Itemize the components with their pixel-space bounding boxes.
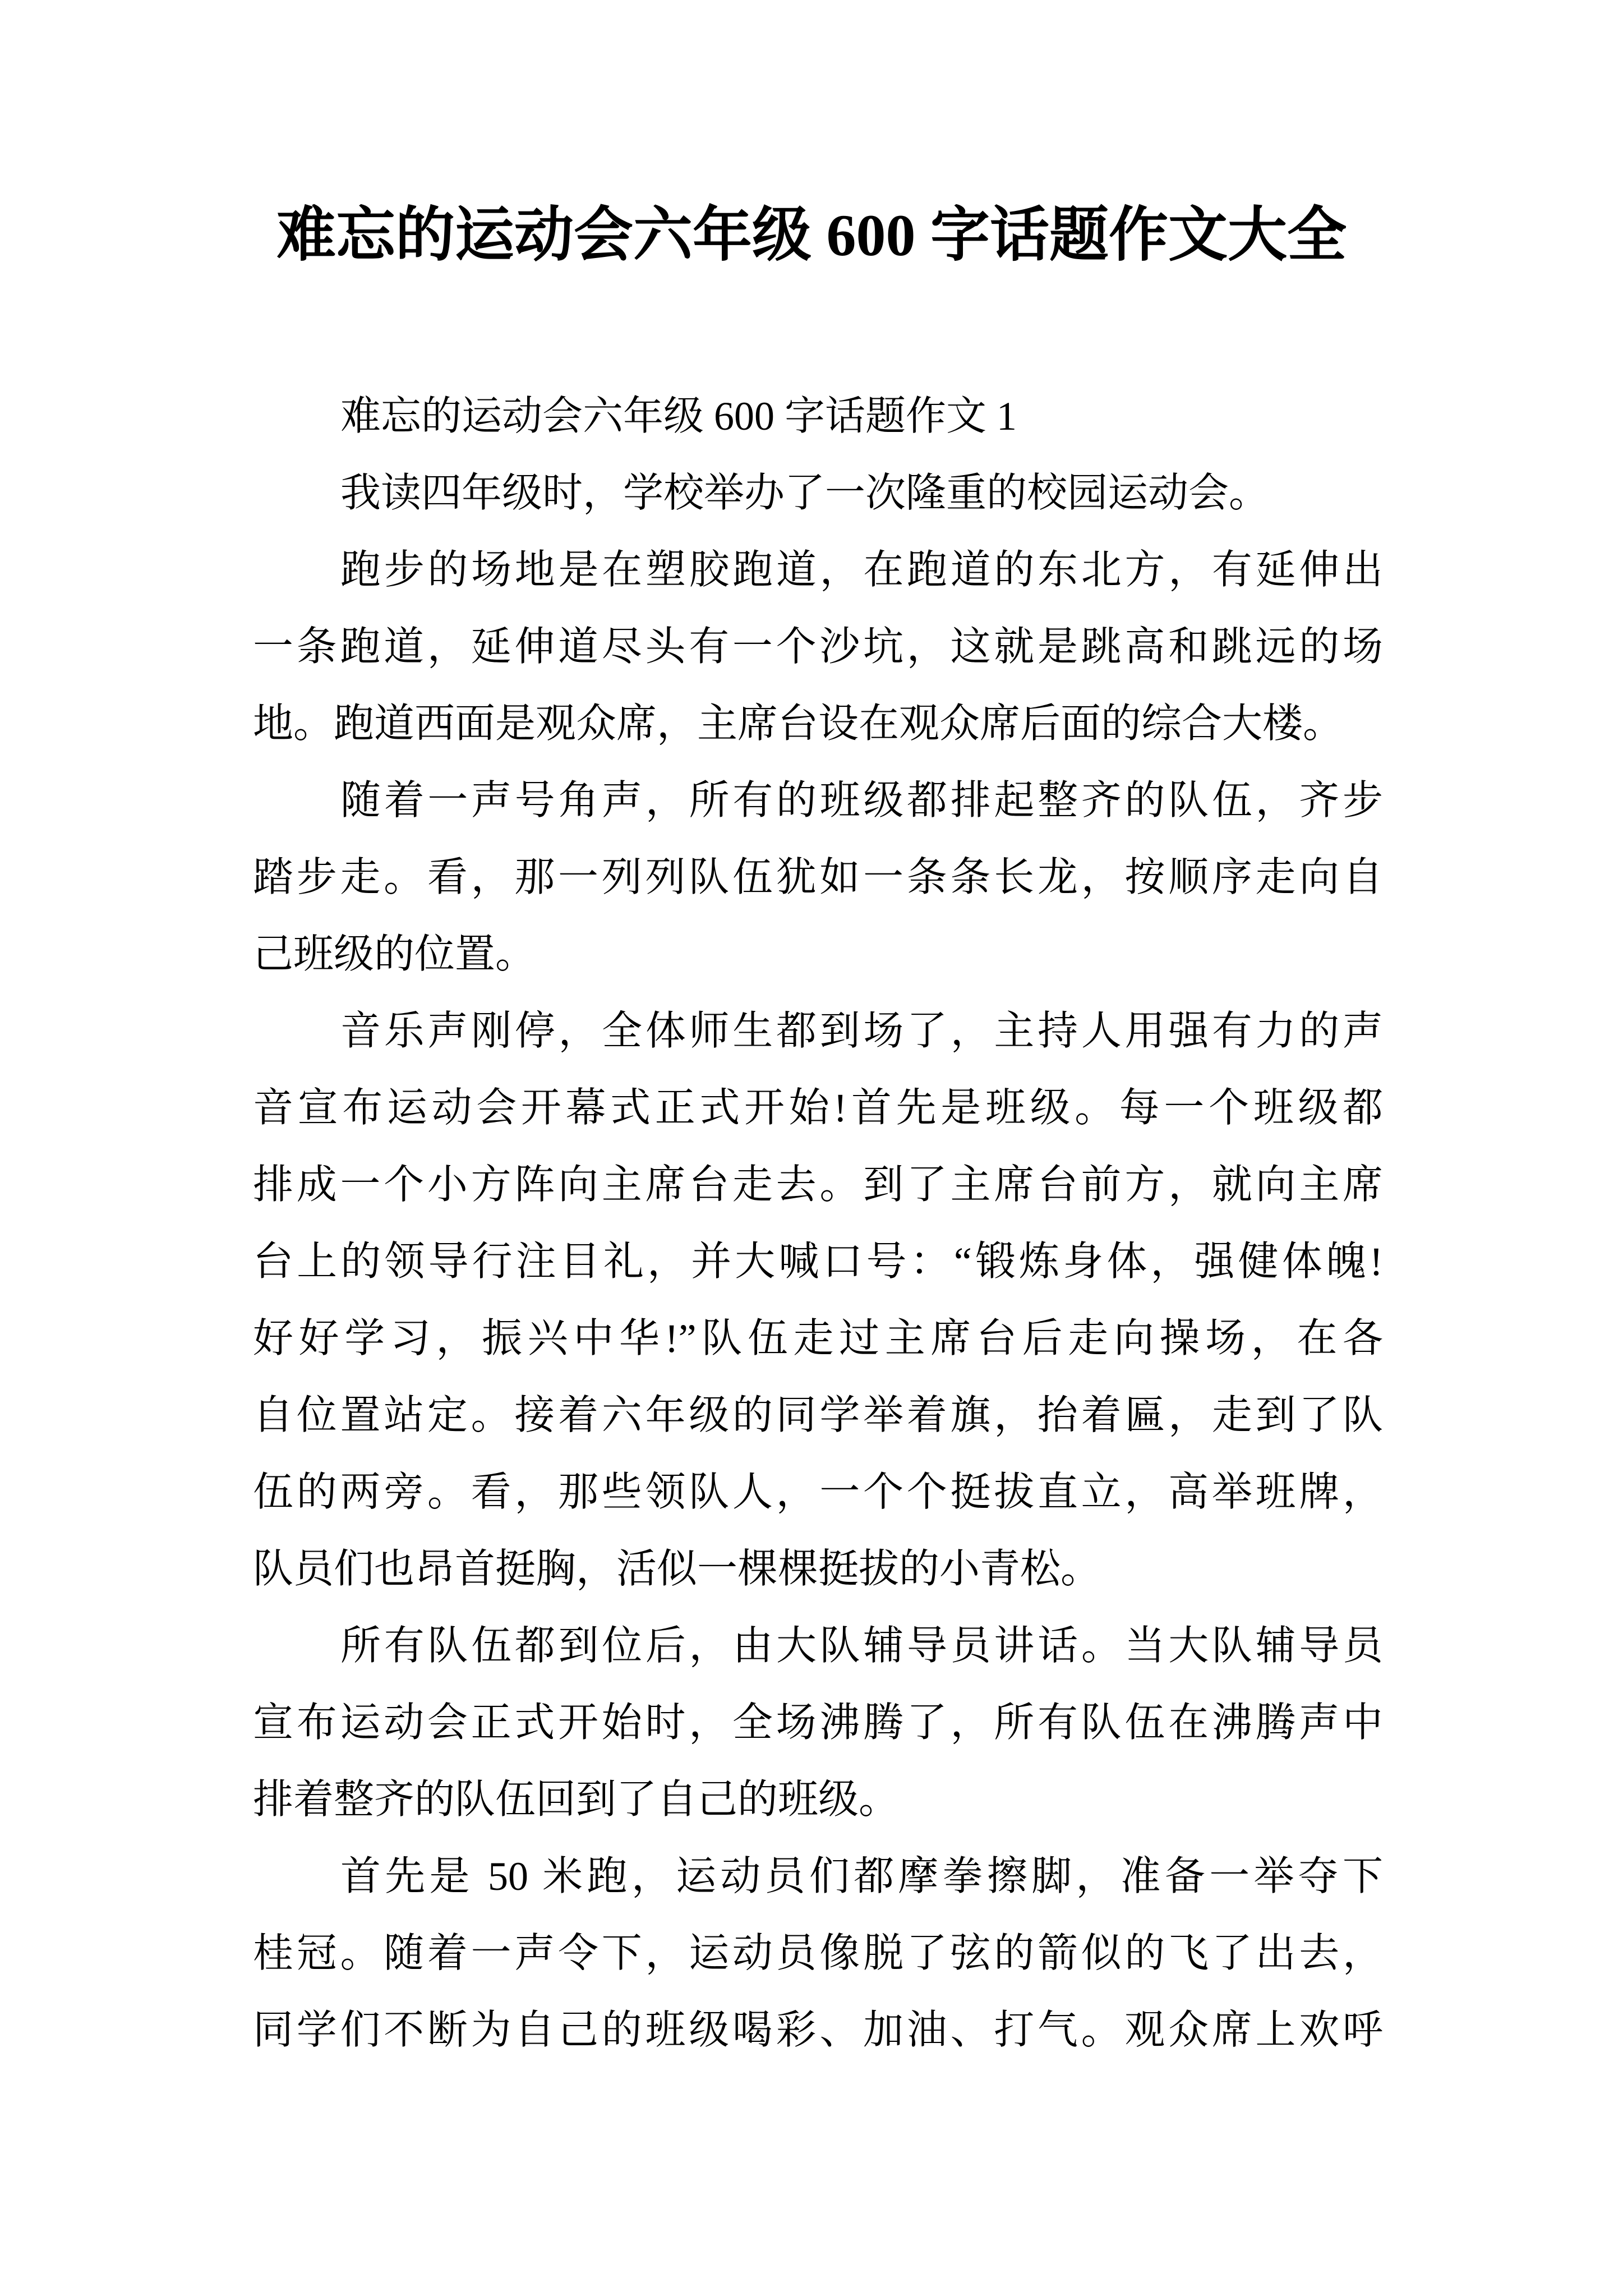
paragraph-line: 跑步的场地是在塑胶跑道，在跑道的东北方，有延伸出 — [340, 547, 1383, 592]
paragraph-line: 一条跑道，延伸道尽头有一个沙坑，这就是跳高和跳远的场 — [253, 624, 1383, 669]
paragraph-line: 随着一声号角声，所有的班级都排起整齐的队伍，齐步 — [340, 778, 1383, 823]
paragraph-line: 音乐声刚停，全体师生都到场了，主持人用强有力的声 — [340, 1009, 1383, 1053]
paragraph-line: 踏步走。看，那一列列队伍犹如一条条长龙，按顺序走向自 — [253, 855, 1383, 900]
section-heading: 难忘的运动会六年级 600 字话题作文 1 — [340, 394, 1017, 439]
paragraph-line: 同学们不断为自己的班级喝彩、加油、打气。观众席上欢呼 — [253, 2008, 1383, 2053]
paragraph-line: 好好学习，振兴中华!”队伍走过主席台后走向操场，在各 — [253, 1316, 1383, 1361]
paragraph — [253, 1608, 1383, 1838]
paragraph — [253, 455, 1383, 532]
paragraph-line: 所有队伍都到位后，由大队辅导员讲话。当大队辅导员 — [340, 1623, 1383, 1668]
paragraph-line: 排着整齐的队伍回到了自己的班级。 — [253, 1777, 900, 1822]
paragraph-line: 队员们也昂首挺胸，活似一棵棵挺拔的小青松。 — [253, 1547, 1101, 1591]
paragraph-line: 我读四年级时，学校举办了一次隆重的校园运动会。 — [340, 471, 1270, 516]
document-title: 难忘的运动会六年级 600 字话题作文大全 — [276, 203, 1347, 268]
paragraph — [253, 762, 1383, 993]
paragraph-line: 音宣布运动会开幕式正式开始!首先是班级。每一个班级都 — [253, 1085, 1383, 1130]
paragraph-line: 己班级的位置。 — [253, 932, 536, 977]
paragraph-line: 伍的两旁。看，那些领队人，一个个挺拔直立，高举班牌， — [253, 1470, 1383, 1515]
paragraph — [253, 993, 1383, 1608]
paragraph-line: 台上的领导行注目礼，并大喊口号：“锻炼身体，强健体魄! — [253, 1239, 1383, 1284]
paragraph-line: 桂冠。随着一声令下，运动员像脱了弦的箭似的飞了出去， — [253, 1931, 1383, 1976]
paragraph-line: 地。跑道西面是观众席，主席台设在观众席后面的综合大楼。 — [253, 701, 1344, 746]
paragraph-line: 首先是 50 米跑，运动员们都摩拳擦脚，准备一举夺下 — [340, 1854, 1383, 1899]
paragraph-line: 宣布运动会正式开始时，全场沸腾了，所有队伍在沸腾声中 — [253, 1700, 1383, 1745]
paragraph — [253, 532, 1383, 762]
document-body — [253, 378, 1383, 2069]
paragraph-line: 排成一个小方阵向主席台走去。到了主席台前方，就向主席 — [253, 1162, 1383, 1207]
paragraph-line: 自位置站定。接着六年级的同学举着旗，抬着匾，走到了队 — [253, 1393, 1383, 1438]
paragraph — [253, 1838, 1383, 2069]
